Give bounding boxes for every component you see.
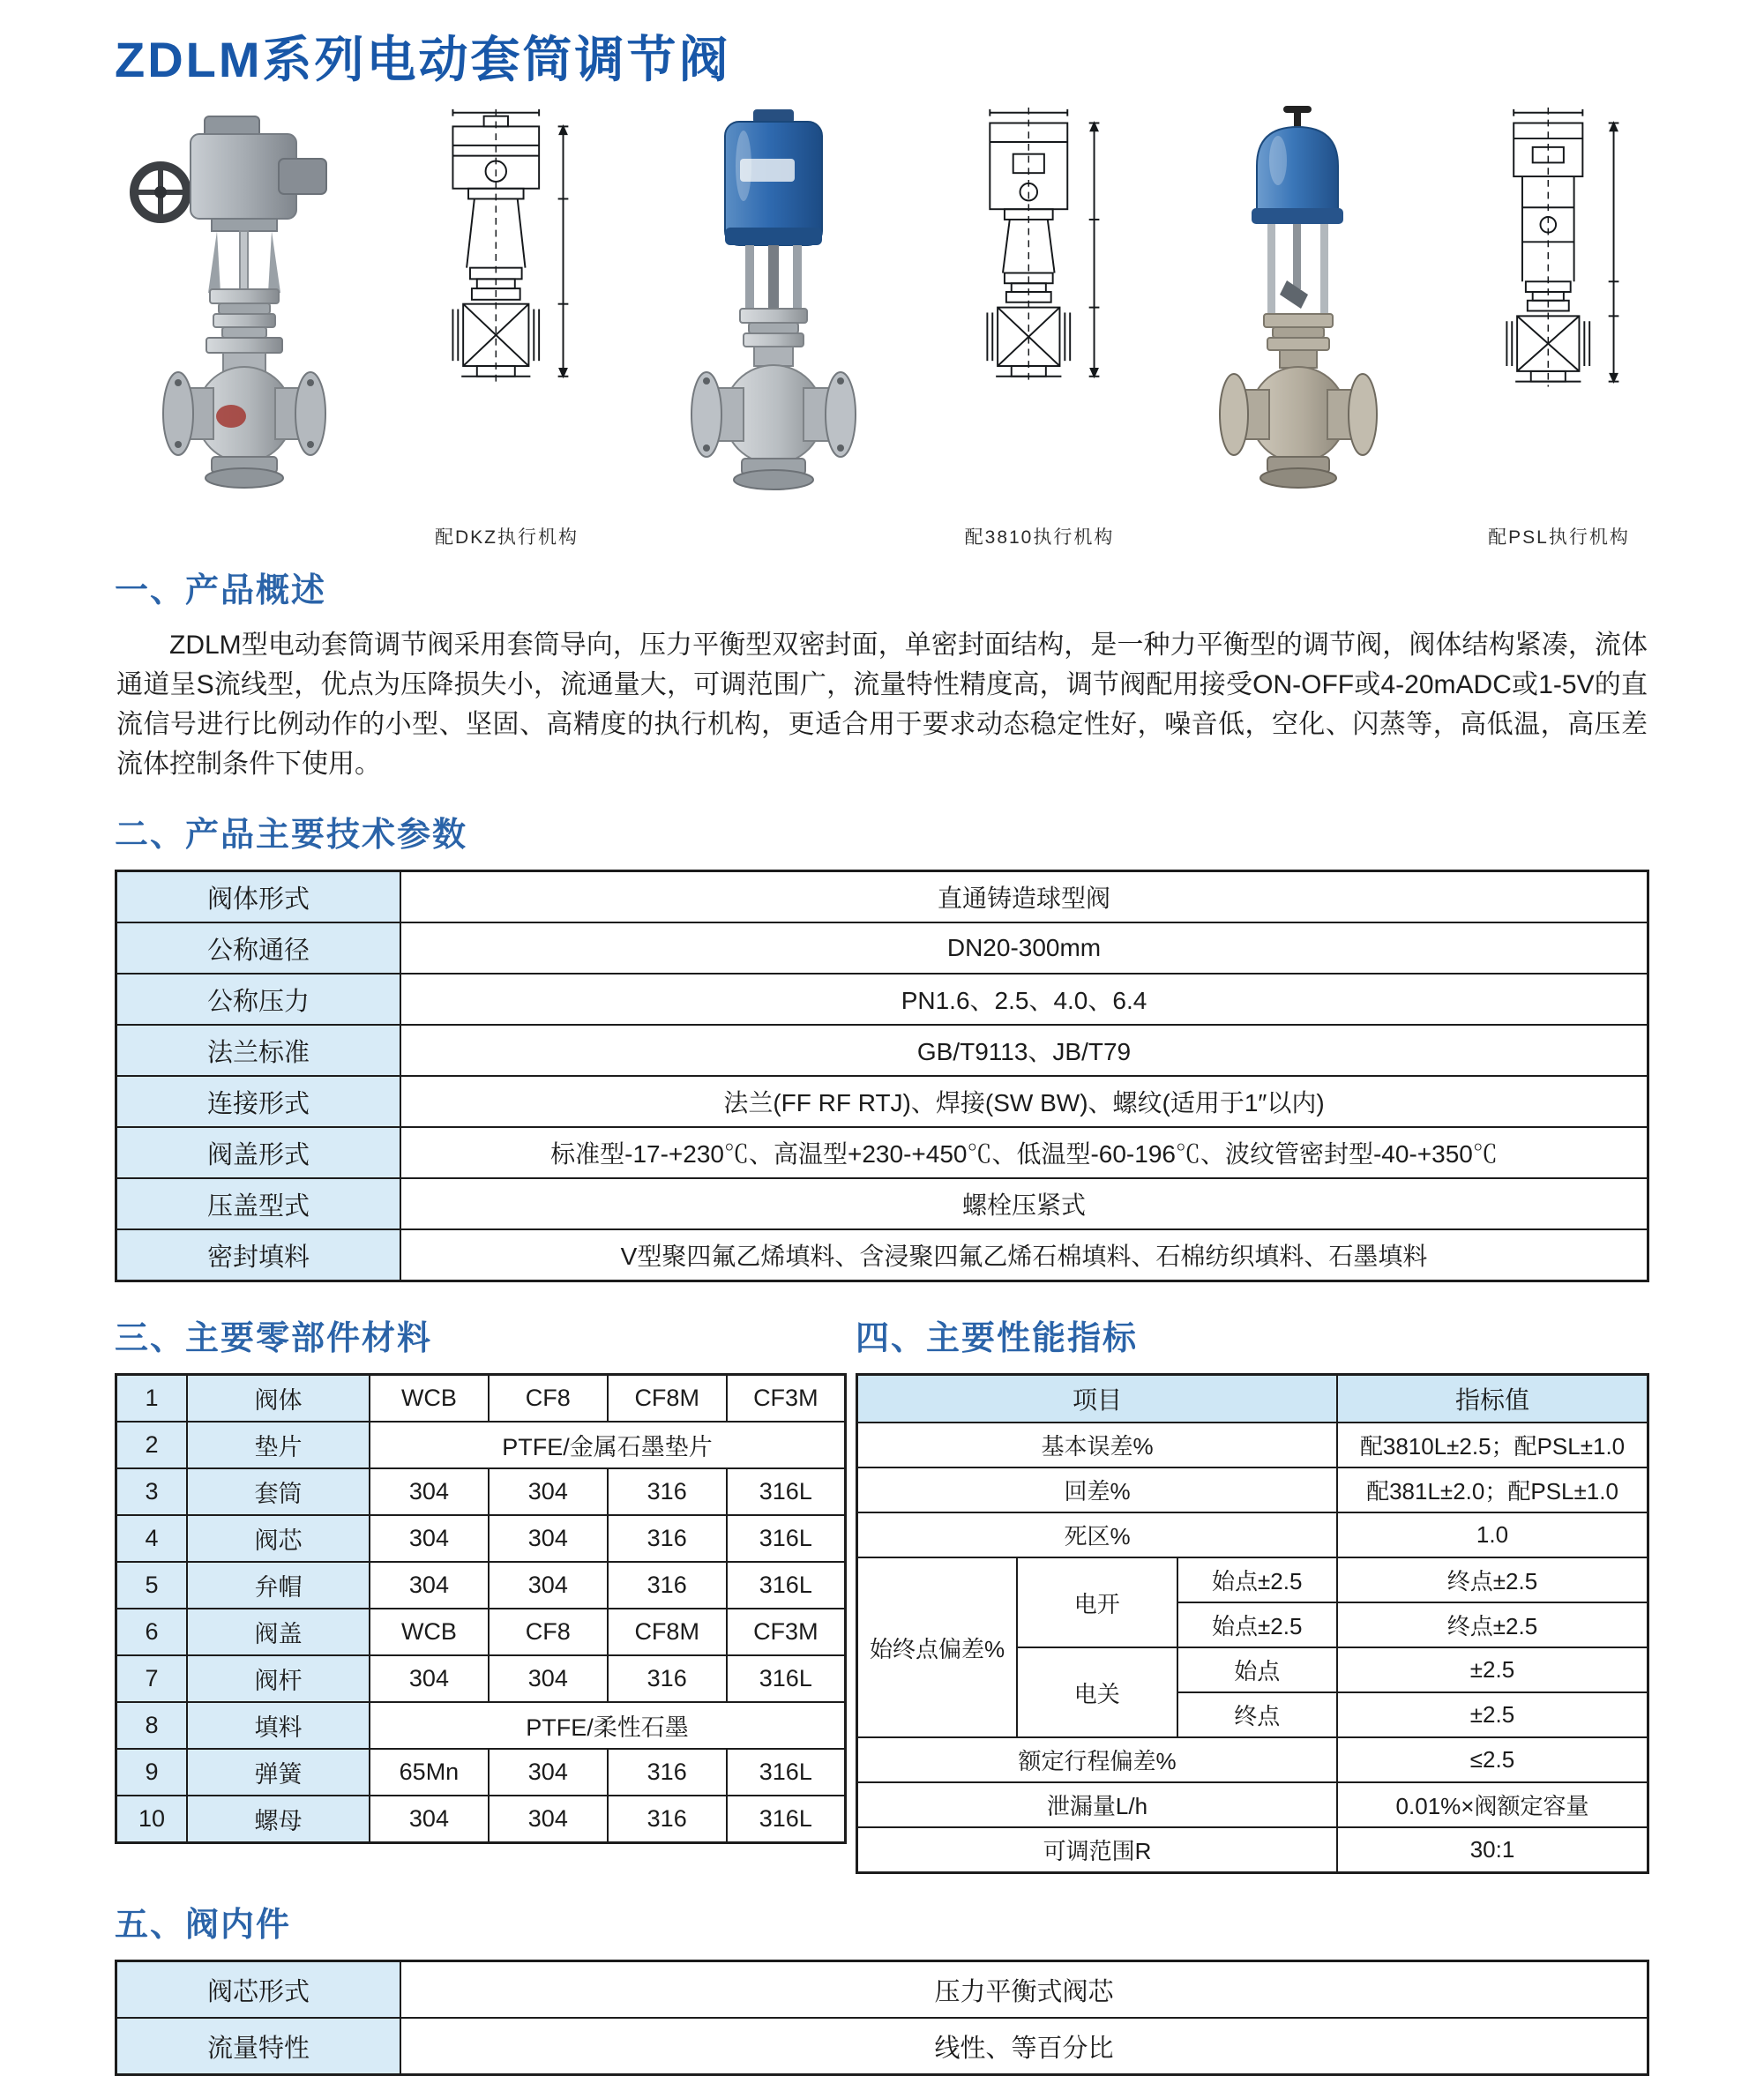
param-value: GB/T9113、JB/T79 — [400, 1025, 1648, 1076]
section2-heading: 二、产品主要技术参数 — [115, 817, 468, 854]
table-row — [857, 1557, 1648, 1602]
param-label: 压盖型式 — [116, 1178, 401, 1229]
perf-value: ±2.5 — [1337, 1647, 1648, 1692]
product-overview-paragraph: ZDLM型电动套筒调节阀采用套筒导向，压力平衡型双密封面，单密封面结构，是一种力平衡型的调节阀，阀体结构紧凑，流体通道呈S流线型，优点为压降损失小，流通量大，可调范围广，流量特性精度高，调节阀配用接受ON-OFF或4-20mADC或1-5V的直流信号进行比例动作的小型、坚固、高精度的执行机构，更适合用于要求动态稳定性好，噪音低，空化、闪蒸等，高低温，高压差流体控制条件下使用。 — [116, 631, 1648, 779]
trim-value: 线性、等百分比 — [400, 2018, 1648, 2075]
perf-value: 配3810L±2.5；配PSL±1.0 — [1337, 1423, 1648, 1467]
perf-value: ≤2.5 — [1337, 1737, 1648, 1782]
table-row — [116, 1702, 846, 1749]
param-label: 阀盖形式 — [116, 1127, 401, 1178]
table-row — [116, 1025, 1648, 1076]
row-number: 4 — [116, 1515, 188, 1562]
material-cell: 316 — [608, 1515, 727, 1562]
perf-label: 基本误差% — [857, 1423, 1338, 1467]
param-label: 法兰标准 — [116, 1025, 401, 1076]
material-cell: 316L — [727, 1796, 846, 1843]
row-number: 8 — [116, 1702, 188, 1749]
table-row — [116, 1796, 846, 1843]
param-value: V型聚四氟乙烯填料、含浸聚四氟乙烯石棉填料、石棉纺织填料、石墨填料 — [400, 1229, 1648, 1281]
valve-drawing-1 — [425, 104, 588, 549]
param-label: 公称压力 — [116, 974, 401, 1025]
performance-table — [856, 1373, 1649, 1874]
part-name: 弹簧 — [187, 1749, 370, 1796]
row-number: 9 — [116, 1749, 188, 1796]
endpoint-group-label: 始终点偏差% — [857, 1557, 1018, 1737]
material-cell: 304 — [489, 1796, 608, 1843]
material-cell: 304 — [489, 1468, 608, 1515]
material-cell: 316 — [608, 1796, 727, 1843]
section1-heading: 一、产品概述 — [115, 572, 327, 609]
row-number: 7 — [116, 1655, 188, 1702]
perf-label: 可调范围R — [857, 1827, 1338, 1873]
row-number: 5 — [116, 1562, 188, 1609]
part-name: 弁帽 — [187, 1562, 370, 1609]
table-row — [116, 1076, 1648, 1127]
material-cell: WCB — [370, 1375, 489, 1423]
trim-value: 压力平衡式阀芯 — [400, 1961, 1648, 2019]
section4-heading: 四、主要性能指标 — [856, 1320, 1139, 1357]
material-cell: CF8 — [489, 1375, 608, 1423]
material-cell: 316L — [727, 1515, 846, 1562]
material-cell: 316 — [608, 1562, 727, 1609]
valve-photo-1 — [123, 104, 344, 549]
material-cell: 304 — [370, 1515, 489, 1562]
table-row — [116, 1609, 846, 1655]
material-cell: CF3M — [727, 1609, 846, 1655]
materials-table — [115, 1373, 847, 1844]
table-row — [116, 922, 1648, 974]
table-row — [857, 1467, 1648, 1512]
table-row — [116, 1422, 846, 1468]
figure-caption: 配3810执行机构 — [964, 527, 1115, 548]
perf-value: 配381L±2.0；配PSL±1.0 — [1337, 1467, 1648, 1512]
material-cell: CF3M — [727, 1375, 846, 1423]
endpoint-sub-label: 终点 — [1177, 1692, 1338, 1737]
perf-label: 死区% — [857, 1512, 1338, 1557]
material-cell: 304 — [489, 1655, 608, 1702]
table-row — [857, 1827, 1648, 1873]
param-value: 法兰(FF RF RTJ)、焊接(SW BW)、螺纹(适用于1″以内) — [400, 1076, 1648, 1127]
part-name: 垫片 — [187, 1422, 370, 1468]
table-row — [116, 1961, 1648, 2019]
material-cell: 316 — [608, 1749, 727, 1796]
param-value: DN20-300mm — [400, 922, 1648, 974]
material-cell: 304 — [489, 1749, 608, 1796]
table-row — [116, 1127, 1648, 1178]
row-number: 10 — [116, 1796, 188, 1843]
column-header-item: 项目 — [857, 1375, 1338, 1423]
part-name: 填料 — [187, 1702, 370, 1749]
param-value: 螺栓压紧式 — [400, 1178, 1648, 1229]
column-header-value: 指标值 — [1337, 1375, 1648, 1423]
material-cell: 316L — [727, 1468, 846, 1515]
electric-open-label: 电开 — [1017, 1557, 1177, 1647]
material-span-cell: PTFE/柔性石墨 — [370, 1702, 846, 1749]
valve-drawing-1-image — [425, 104, 588, 518]
table-row — [116, 2018, 1648, 2075]
row-number: 1 — [116, 1375, 188, 1423]
section5-heading: 五、阀内件 — [115, 1907, 292, 1944]
row-number: 6 — [116, 1609, 188, 1655]
material-cell: WCB — [370, 1609, 489, 1655]
valve-drawing-2 — [958, 104, 1121, 549]
param-label: 公称通径 — [116, 922, 401, 974]
material-cell: CF8 — [489, 1609, 608, 1655]
table-row — [116, 871, 1648, 923]
endpoint-sub-label: 始点 — [1177, 1647, 1338, 1692]
perf-value: 30:1 — [1337, 1827, 1648, 1873]
endpoint-sub-label: 始点±2.5 — [1177, 1602, 1338, 1647]
valve-photo-2-image — [669, 104, 877, 527]
table-row — [116, 1655, 846, 1702]
electric-close-label: 电关 — [1017, 1647, 1177, 1737]
material-cell: 304 — [370, 1796, 489, 1843]
material-cell: 316 — [608, 1655, 727, 1702]
perf-label: 回差% — [857, 1467, 1338, 1512]
material-cell: CF8M — [608, 1375, 727, 1423]
trim-table — [115, 1960, 1649, 2076]
table-row — [116, 1562, 846, 1609]
param-label: 阀体形式 — [116, 871, 401, 923]
table-row — [857, 1375, 1648, 1423]
perf-label: 泄漏量L/h — [857, 1782, 1338, 1827]
table-row — [116, 1468, 846, 1515]
table-row — [116, 1515, 846, 1562]
valve-photo-3 — [1202, 104, 1396, 549]
table-row — [116, 1749, 846, 1796]
part-name: 套筒 — [187, 1468, 370, 1515]
table-row — [116, 1178, 1648, 1229]
valve-drawing-2-image — [958, 104, 1121, 518]
table-row — [857, 1423, 1648, 1467]
param-value: 标准型-17-+230℃、高温型+230-+450℃、低温型-60-196℃、波纹管密封型-40-+350℃ — [400, 1127, 1648, 1178]
figure-caption: 配DKZ执行机构 — [435, 527, 579, 548]
param-value: 直通铸造球型阀 — [400, 871, 1648, 923]
valve-drawing-3-image — [1477, 104, 1641, 518]
part-name: 阀杆 — [187, 1655, 370, 1702]
row-number: 3 — [116, 1468, 188, 1515]
table-row — [857, 1782, 1648, 1827]
material-cell: 316 — [608, 1468, 727, 1515]
row-number: 2 — [116, 1422, 188, 1468]
material-cell: 304 — [370, 1468, 489, 1515]
page-title: ZDLM系列电动套筒调节阀 — [115, 32, 731, 87]
material-cell: 304 — [370, 1562, 489, 1609]
perf-value: 1.0 — [1337, 1512, 1648, 1557]
material-cell: 316L — [727, 1655, 846, 1702]
table-row — [116, 1375, 846, 1423]
param-label: 密封填料 — [116, 1229, 401, 1281]
table-row — [857, 1737, 1648, 1782]
valve-photo-3-image — [1202, 104, 1396, 527]
tech-params-table — [115, 870, 1649, 1282]
part-name: 阀体 — [187, 1375, 370, 1423]
part-name: 阀盖 — [187, 1609, 370, 1655]
valve-photo-1-image — [123, 104, 344, 527]
endpoint-sub-label: 始点±2.5 — [1177, 1557, 1338, 1602]
trim-label: 阀芯形式 — [116, 1961, 401, 2019]
part-name: 阀芯 — [187, 1515, 370, 1562]
valve-photo-2 — [669, 104, 877, 549]
material-cell: 304 — [489, 1562, 608, 1609]
perf-value: 终点±2.5 — [1337, 1557, 1648, 1602]
perf-label: 额定行程偏差% — [857, 1737, 1338, 1782]
perf-value: ±2.5 — [1337, 1692, 1648, 1737]
table-row — [116, 974, 1648, 1025]
perf-value: 终点±2.5 — [1337, 1602, 1648, 1647]
param-label: 连接形式 — [116, 1076, 401, 1127]
figure-caption: 配PSL执行机构 — [1488, 527, 1630, 548]
part-name: 螺母 — [187, 1796, 370, 1843]
material-cell: 65Mn — [370, 1749, 489, 1796]
table-row — [857, 1512, 1648, 1557]
material-span-cell: PTFE/金属石墨垫片 — [370, 1422, 846, 1468]
param-value: PN1.6、2.5、4.0、6.4 — [400, 974, 1648, 1025]
section3-heading: 三、主要零部件材料 — [115, 1320, 433, 1357]
trim-label: 流量特性 — [116, 2018, 401, 2075]
product-figures — [123, 104, 1641, 554]
material-cell: 316L — [727, 1562, 846, 1609]
material-cell: 316L — [727, 1749, 846, 1796]
valve-drawing-3 — [1477, 104, 1641, 549]
material-cell: 304 — [370, 1655, 489, 1702]
material-cell: CF8M — [608, 1609, 727, 1655]
table-row — [116, 1229, 1648, 1281]
material-cell: 304 — [489, 1515, 608, 1562]
perf-value: 0.01%×阀额定容量 — [1337, 1782, 1648, 1827]
